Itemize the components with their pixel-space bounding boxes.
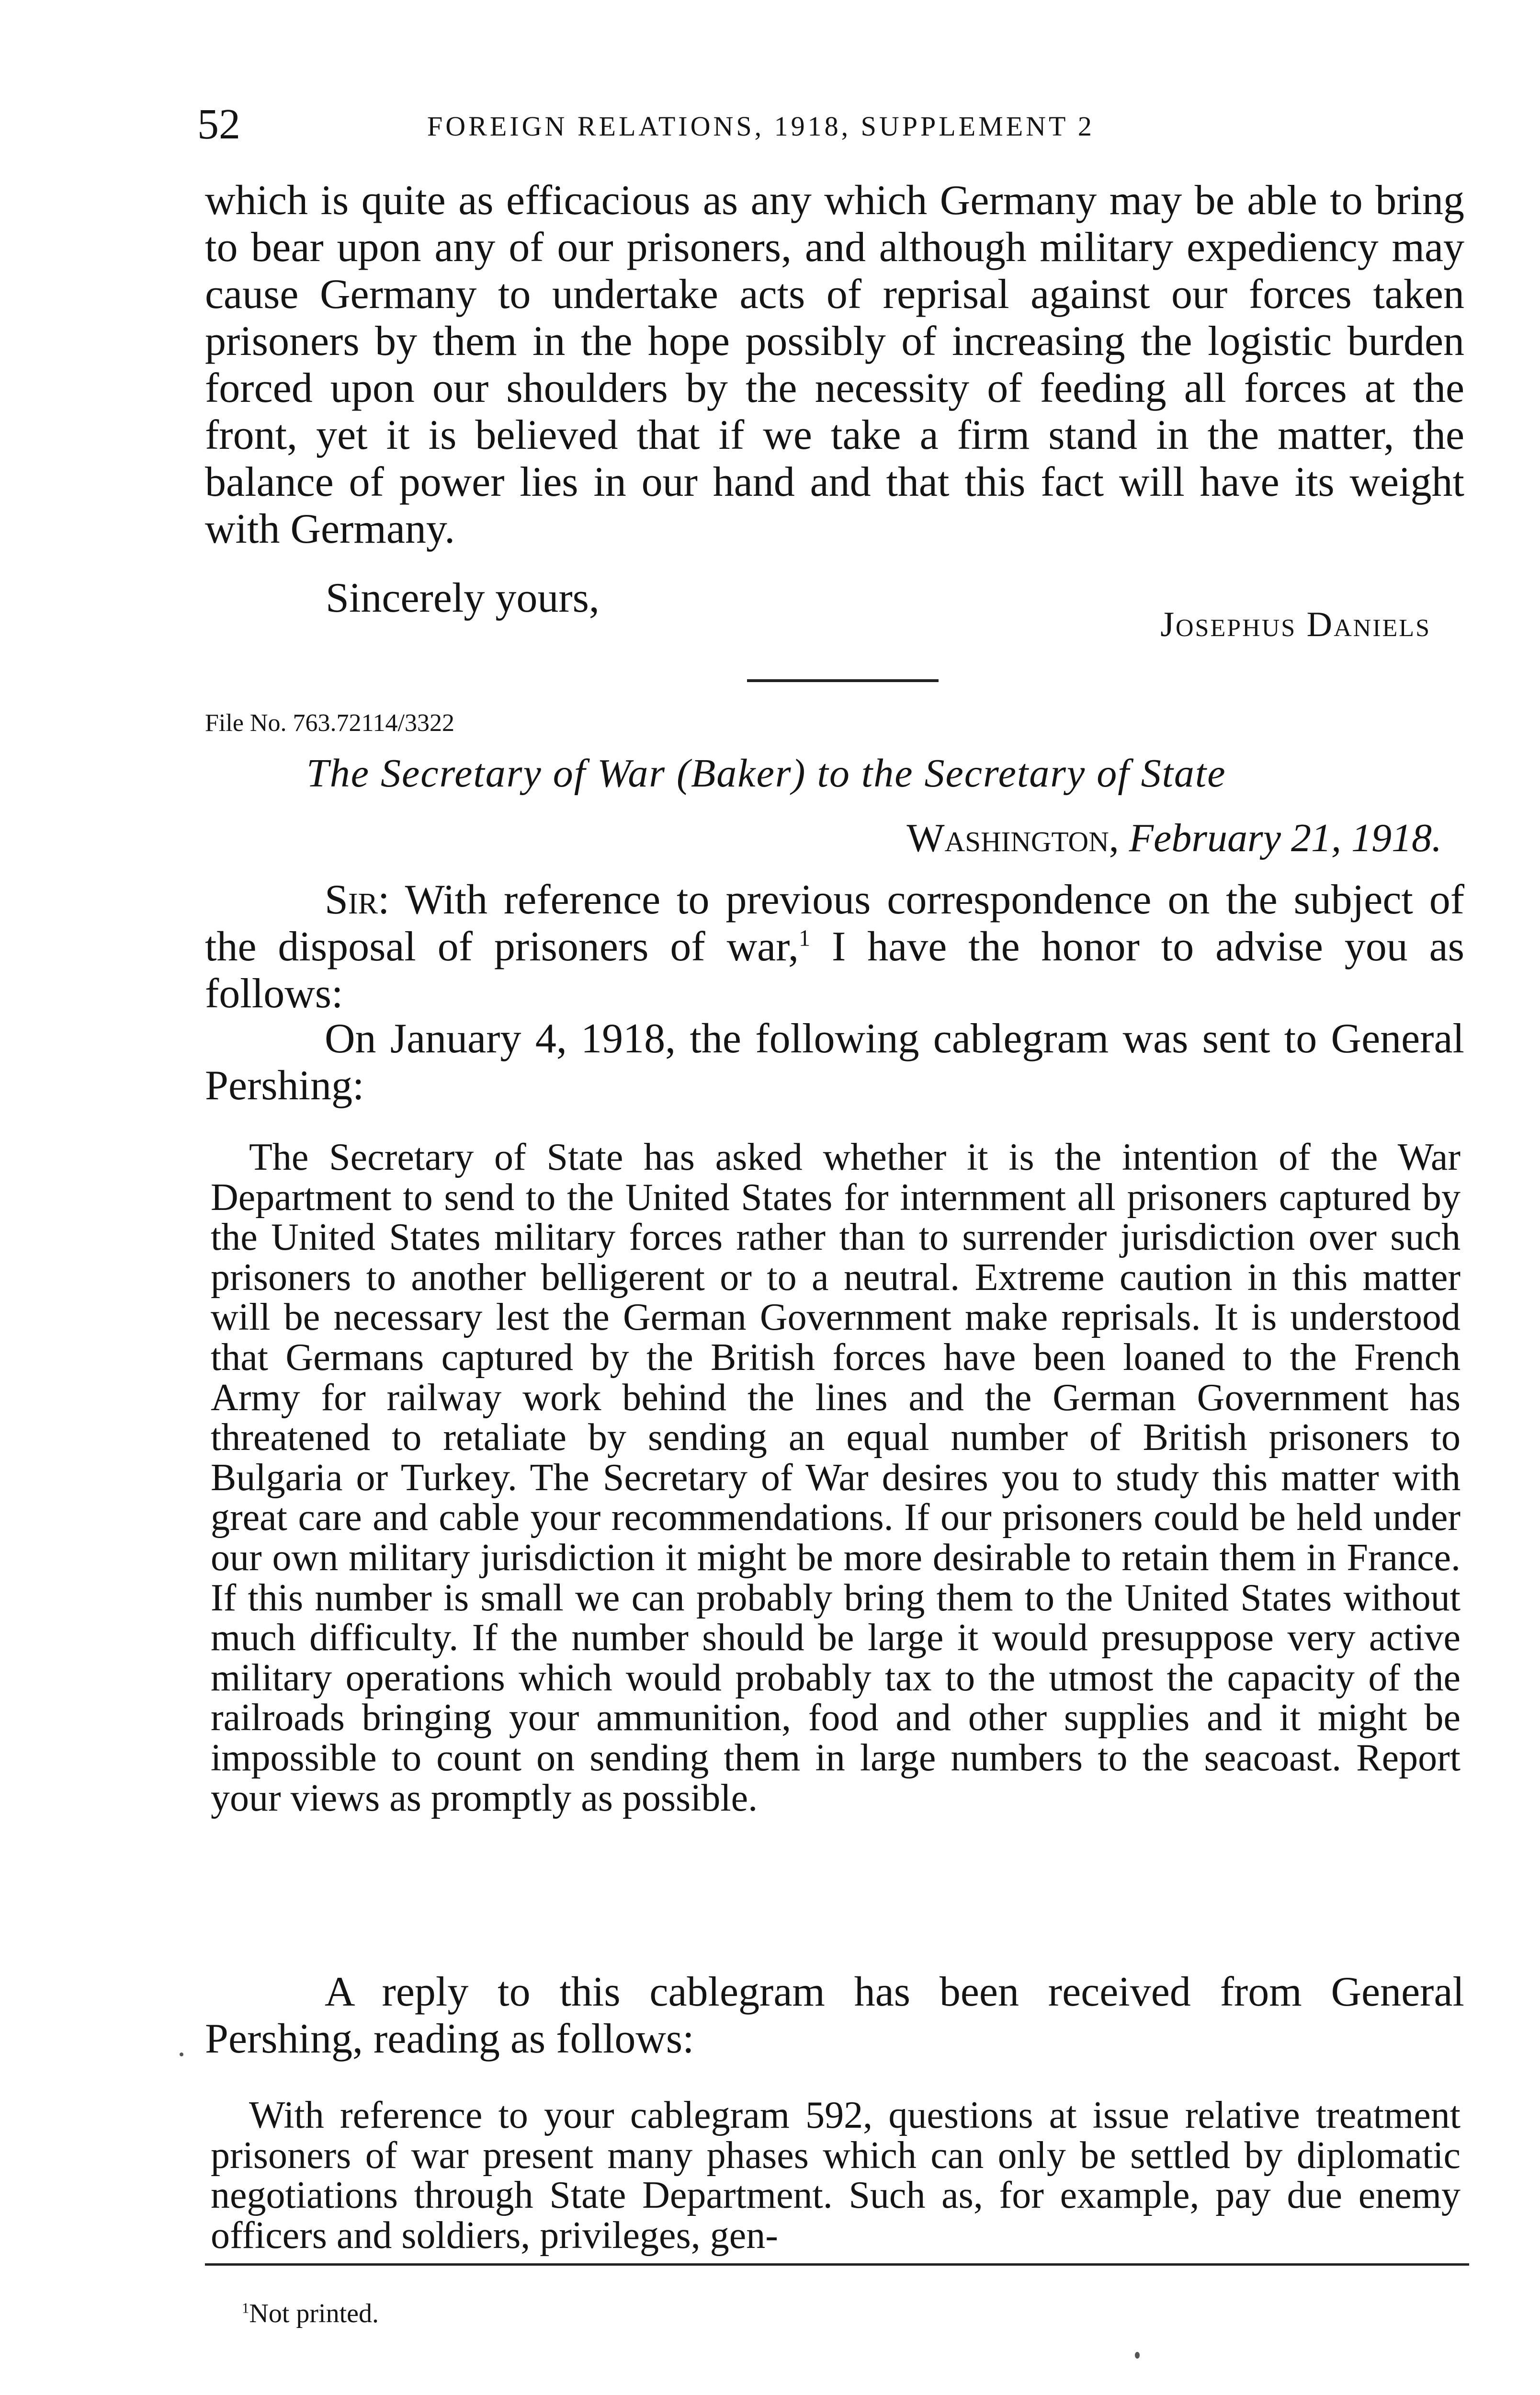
reply-quote: With reference to your cablegram 592, questions at issue relative treatment prisoners of war present many phases which can only be settled by diplomatic negotiations through State Department. Such as, for example, pay due enemy officers and soldiers, privileges, gen- [211,2094,1461,2257]
salutation: Sir: [325,877,390,923]
cablegram-quote: The Secretary of State has asked whether it is the intention of the War Department to send to the United States for internment all prisoners captured by the United States military forces rather than to surrender jurisdiction over such prisoners to another belligerent or to a neutral. Extreme caution in this matter will be necessary lest the German Government make reprisals. It is understood that Germans captured by the British forces have been loaned to the French Army for railway work behind the lines and the German Government has threatened to retaliate by sending an equal number of British prisoners to Bulgaria or Turkey. The Secretary of War desires you to study this matter with great care and cable your recommendations. If our prisoners could be held under our own military jurisdiction it might be more desirable to retain them in France. If this number is small we can probably bring them to the United States without much difficulty. If the number should be large it would presuppose very active military operations which would probably tax to the utmost the capacity of the railroads bringing your ammunition, food and other supplies and it might be impossible to count on sending them in large numbers to the seacoast. Report your views as promptly as possible. [211,1136,1461,1819]
letter-closing-paragraph: which is quite as efficacious as any which Germany may be able to bring to bear upon any of our prisoners, and although military expediency may cause Germany to undertake acts of reprisal against our forces taken prisoners by them in the hope possibly of increasing the logistic burden forced upon our shoulders by the necessity of feeding all forces at the front, yet it is believed that if we take a firm stand in the matter, the balance of power lies in our hand and that this fact will have its weight with Germany. [205,177,1464,552]
file-number: File No. 763.72114/3322 [205,709,454,737]
dateline-place: Washington, [906,816,1119,860]
footnote-text: Not printed. [249,2299,379,2328]
signature: Josephus Daniels [1160,605,1431,644]
page-header [197,98,1461,151]
paragraph-text-tail: I have the honor to advise you as follows: [205,924,1464,1017]
running-head: FOREIGN RELATIONS, 1918, SUPPLEMENT 2 [427,111,1095,142]
page-number: 52 [197,101,240,148]
paragraph-text: With reference to previous correspondence on the subject of the disposal of prisoners of war, [205,877,1464,970]
footnote-reference: 1 [798,925,811,951]
footnote-marker: 1 [242,2300,249,2316]
print-speck [180,2053,183,2056]
complimentary-close: Sincerely yours, [326,575,600,621]
dateline-date: February 21, 1918. [1129,816,1442,860]
print-speck [1135,2352,1140,2359]
document-title: The Secretary of War (Baker) to the Secretary of State [306,751,1226,796]
paragraph-reply-intro: A reply to this cablegram has been received from General Pershing, reading as follows: [205,1969,1464,2062]
section-divider [747,679,939,682]
footnote-rule [205,2263,1469,2266]
footnote [242,2294,379,2333]
paragraph-cablegram-intro: On January 4, 1918, the following cablegram was sent to General Pershing: [205,1015,1464,1109]
salutation-paragraph [205,877,1464,1017]
dateline [906,814,1442,862]
